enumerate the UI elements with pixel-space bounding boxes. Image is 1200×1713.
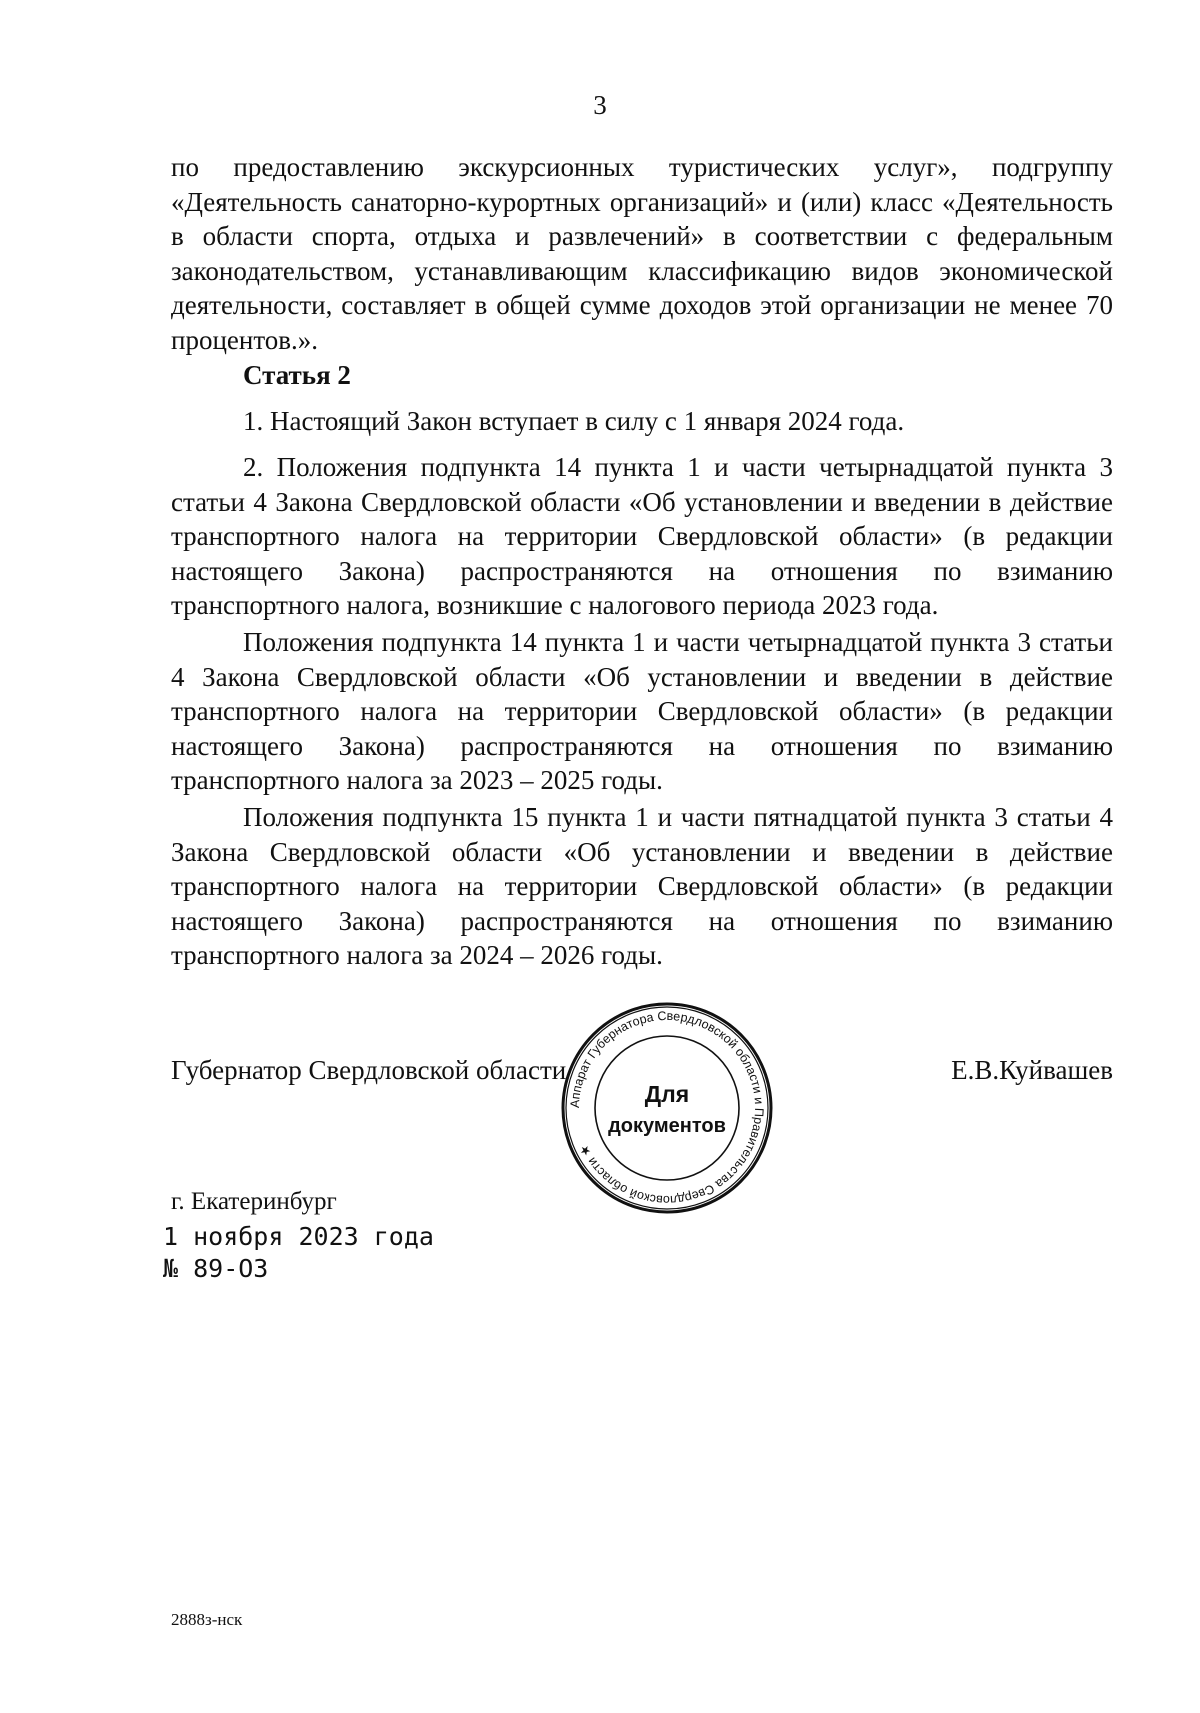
- place-of-signing: г. Екатеринбург: [171, 1188, 337, 1215]
- official-stamp: [559, 1000, 775, 1216]
- registration-number: № 89-ОЗ: [163, 1254, 269, 1283]
- clause-1-text: 1. Настоящий Закон вступает в силу с 1 января 2024 года.: [243, 406, 905, 436]
- intro-paragraph: [171, 150, 1113, 357]
- clause-2-text: 2. Положения подпункта 14 пункта 1 и части четырнадцатой пункта 3 статьи 4 Закона Свердловской области «Об установлении и введении в действие транспортного налога на территории Свердловской области» (в редакции настоящего Закона) распространяются на отношения по взиманию транспортного налога, возникшие с налогового периода 2023 года.: [171, 452, 1113, 620]
- clause-2: [171, 450, 1113, 623]
- signatory-name: Е.В.Куйвашев: [951, 1055, 1113, 1085]
- stamp-ring-text: Аппарат Губернатора Свердловской области и Правительства Свердловской области ★: [567, 1008, 767, 1208]
- paragraph-4-text: Положения подпункта 15 пункта 1 и части пятнадцатой пункта 3 статьи 4 Закона Свердловской области «Об установлении и введении в действие транспортного налога на территории Свердловской области» (в редакции настоящего Закона) распространяются на отношения по взиманию транспортного налога за 2024 – 2026 годы.: [171, 802, 1113, 970]
- paragraph-3-text: Положения подпункта 14 пункта 1 и части четырнадцатой пункта 3 статьи 4 Закона Свердловской области «Об установлении и введении в действие транспортного налога на территории Свердловской области» (в редакции настоящего Закона) распространяются на отношения по взиманию транспортного налога за 2023 – 2025 годы.: [171, 627, 1113, 795]
- stamp-center-line-2: документов: [608, 1115, 726, 1137]
- page-number: 3: [593, 90, 607, 120]
- intro-text: по предоставлению экскурсионных туристических услуг», подгруппу «Деятельность санаторно-курортных организаций» и (или) класс «Деятельность в области спорта, отдыха и развлечений» в соответствии с федеральным законодательством, устанавливающим классификацию видов экономической деятельности, составляет в общей сумме доходов этой организации не менее 70 процентов.».: [171, 152, 1113, 355]
- article-heading: Статья 2: [243, 360, 351, 390]
- clause-1: [171, 404, 1113, 439]
- paragraph-3: [171, 625, 1113, 798]
- paragraph-4: [171, 800, 1113, 973]
- document-code: 2888з-нск: [171, 1610, 243, 1629]
- stamp-center-line-1: Для: [644, 1081, 690, 1107]
- signatory-position: Губернатор Свердловской области: [171, 1055, 567, 1085]
- signing-date: 1 ноября 2023 года: [163, 1222, 434, 1251]
